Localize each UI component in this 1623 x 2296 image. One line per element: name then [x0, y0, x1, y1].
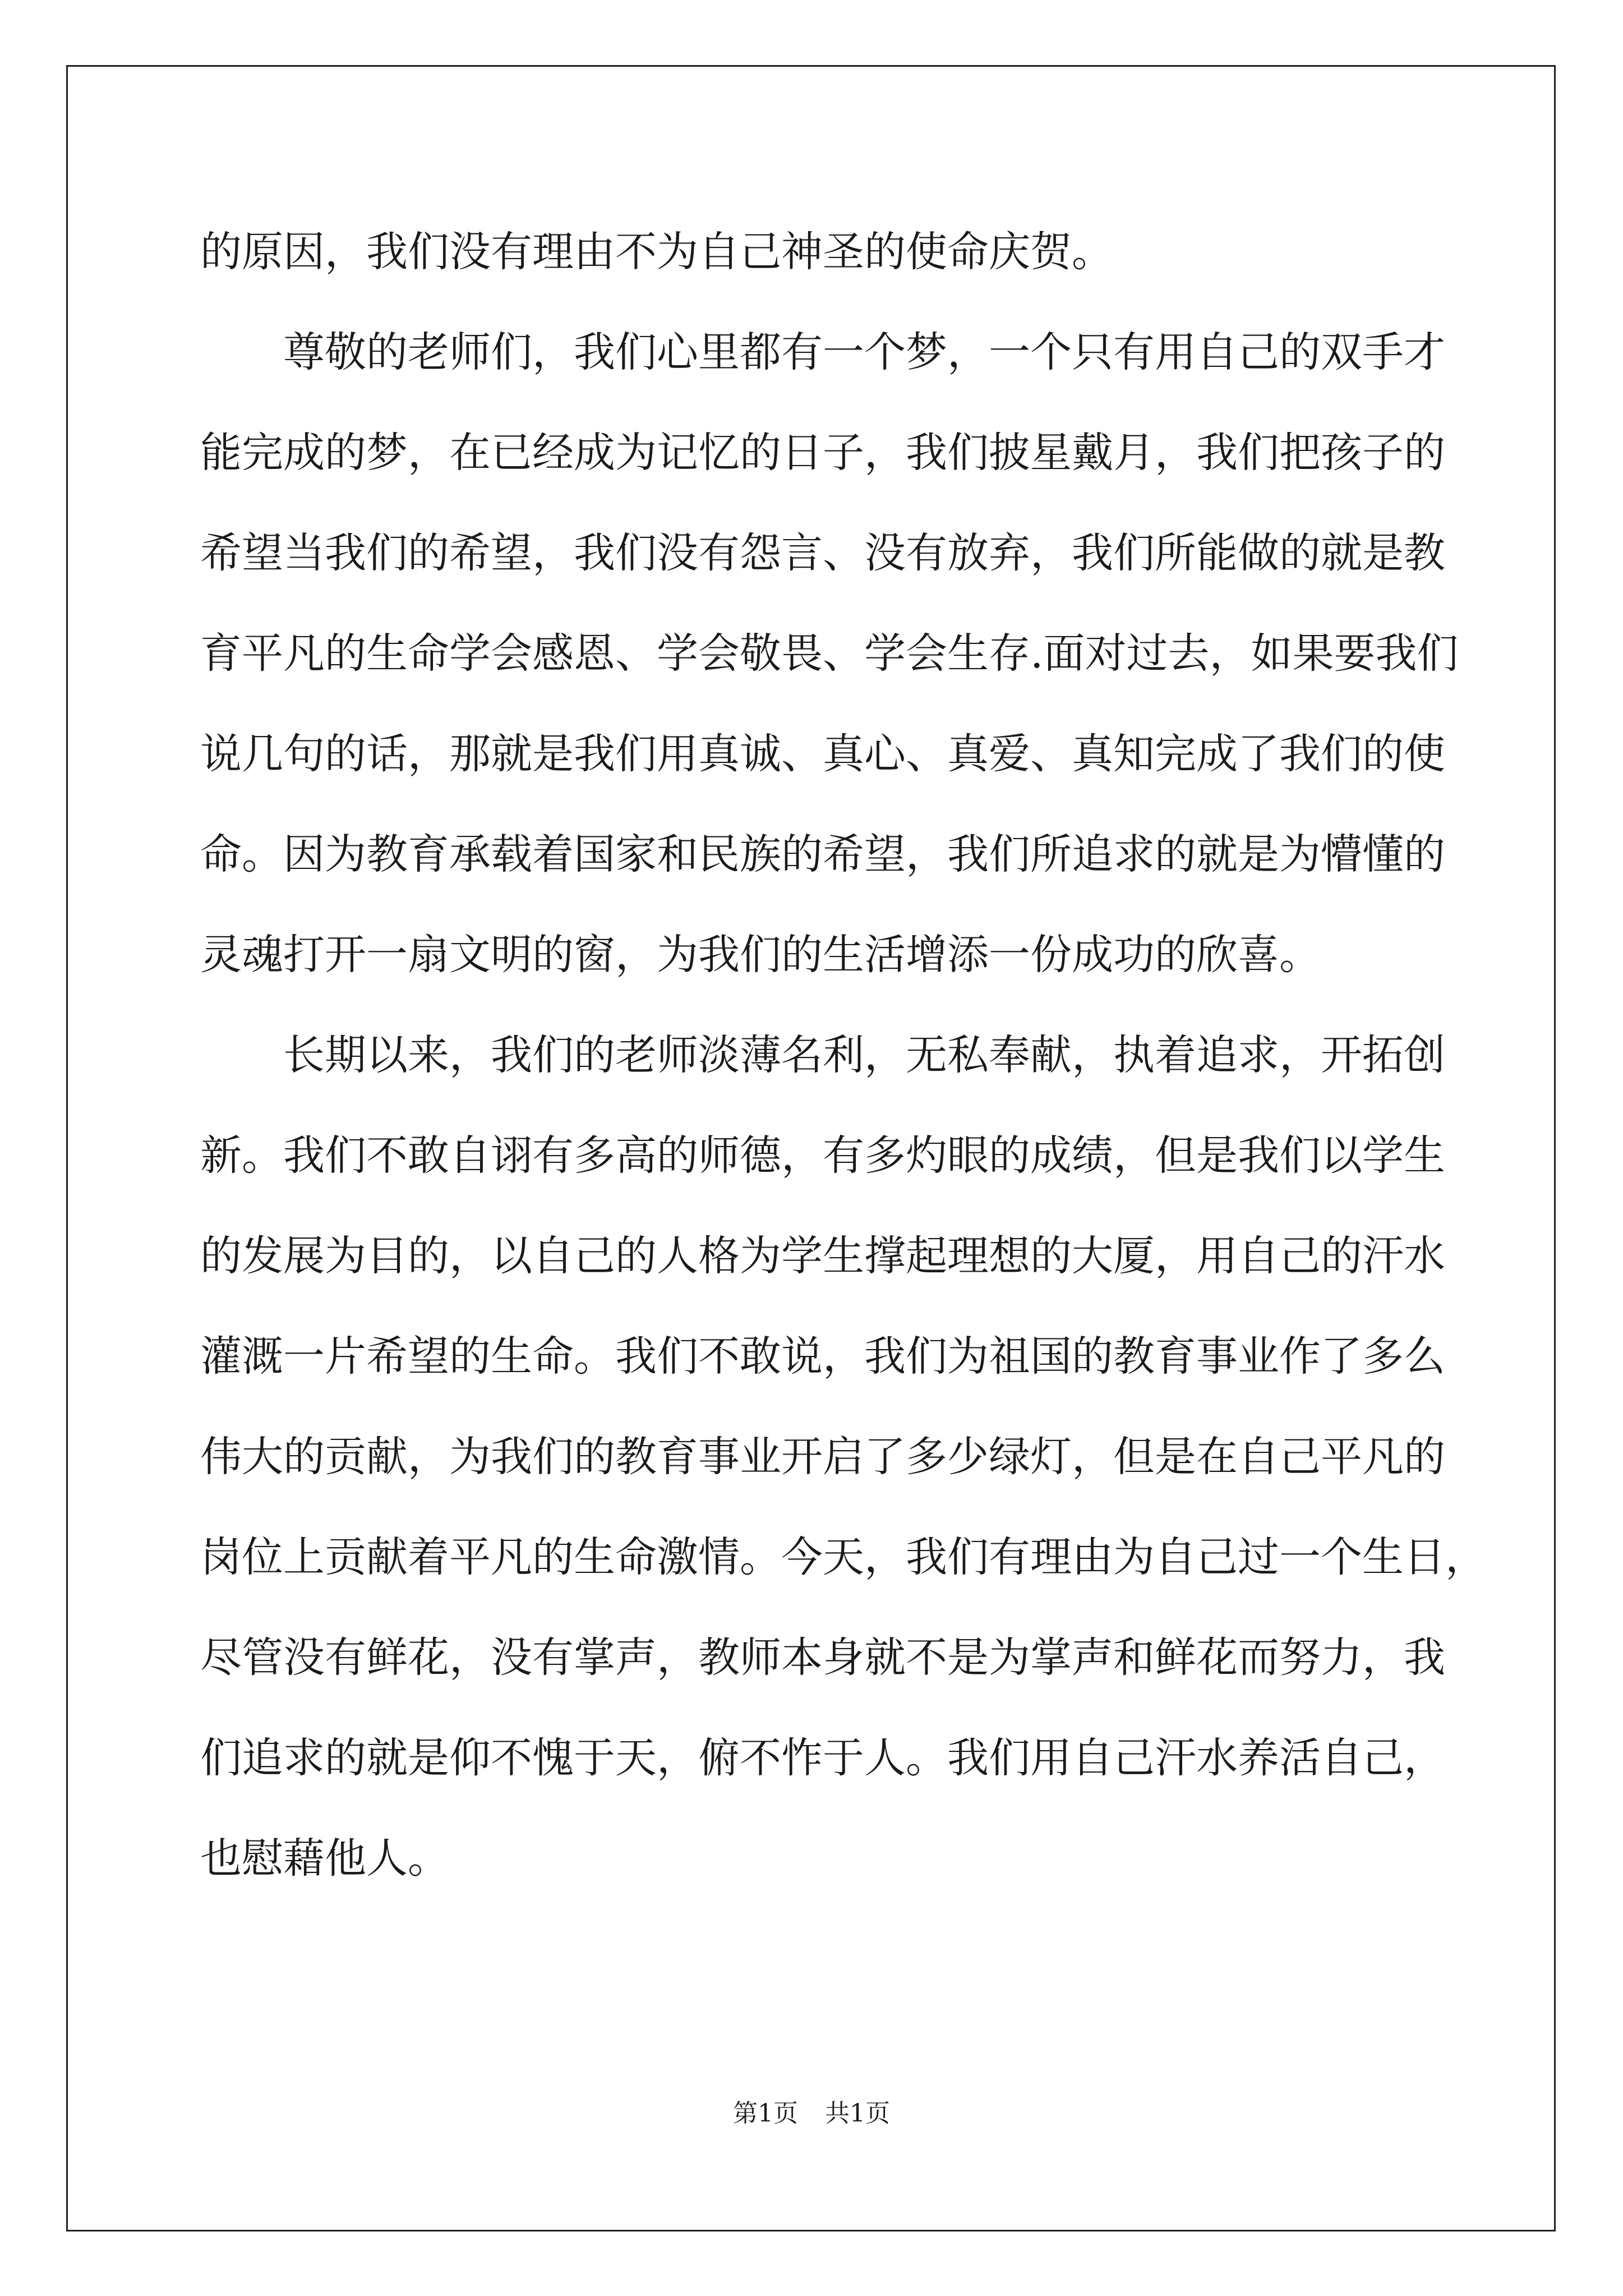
page-footer [0, 2097, 1623, 2131]
text-line: 伟大的贡献，为我们的教育事业开启了多少绿灯，但是在自己平凡的 [200, 1433, 1445, 1481]
text-line: 育平凡的生命学会感恩、学会敬畏、学会生存.面对过去，如果要我们 [200, 629, 1459, 678]
text-line: 岗位上贡献着平凡的生命激情。今天，我们有理由为自己过一个生日， [200, 1533, 1487, 1581]
text-line: 也慰藉他人。 [200, 1834, 449, 1883]
text-line: 希望当我们的希望，我们没有怨言、没有放弃，我们所能做的就是教 [200, 529, 1445, 577]
text-line: 新。我们不敢自诩有多高的师德，有多灼眼的成绩，但是我们以学生 [200, 1131, 1445, 1180]
text-line: 命。因为教育承载着国家和民族的希望，我们所追求的就是为懵懂的 [200, 830, 1445, 878]
text-line: 能完成的梦，在已经成为记忆的日子，我们披星戴月，我们把孩子的 [200, 429, 1445, 477]
text-line: 尽管没有鲜花，没有掌声，教师本身就不是为掌声和鲜花而努力，我 [200, 1634, 1445, 1682]
document-body [200, 202, 1487, 1909]
text-line: 的发展为目的，以自己的人格为学生撑起理想的大厦，用自己的汗水 [200, 1232, 1445, 1280]
page-total: 共1页 [825, 2099, 890, 2128]
text-line: 灵魂打开一扇文明的窗，为我们的生活增添一份成功的欣喜。 [200, 931, 1321, 979]
text-line: 说几句的话，那就是我们用真诚、真心、真爱、真知完成了我们的使 [200, 730, 1445, 778]
page-number: 第1页 [733, 2099, 798, 2128]
text-line: 的原因，我们没有理由不为自己神圣的使命庆贺。 [200, 228, 1113, 276]
text-line: 长期以来，我们的老师淡薄名利，无私奉献，执着追求，开拓创 [200, 1031, 1445, 1079]
text-line: 们追求的就是仰不愧于天，俯不怍于人。我们用自己汗水养活自己， [200, 1734, 1445, 1782]
text-line: 尊敬的老师们，我们心里都有一个梦，一个只有用自己的双手才 [200, 328, 1445, 376]
text-line: 灌溉一片希望的生命。我们不敢说，我们为祖国的教育事业作了多么 [200, 1332, 1445, 1381]
